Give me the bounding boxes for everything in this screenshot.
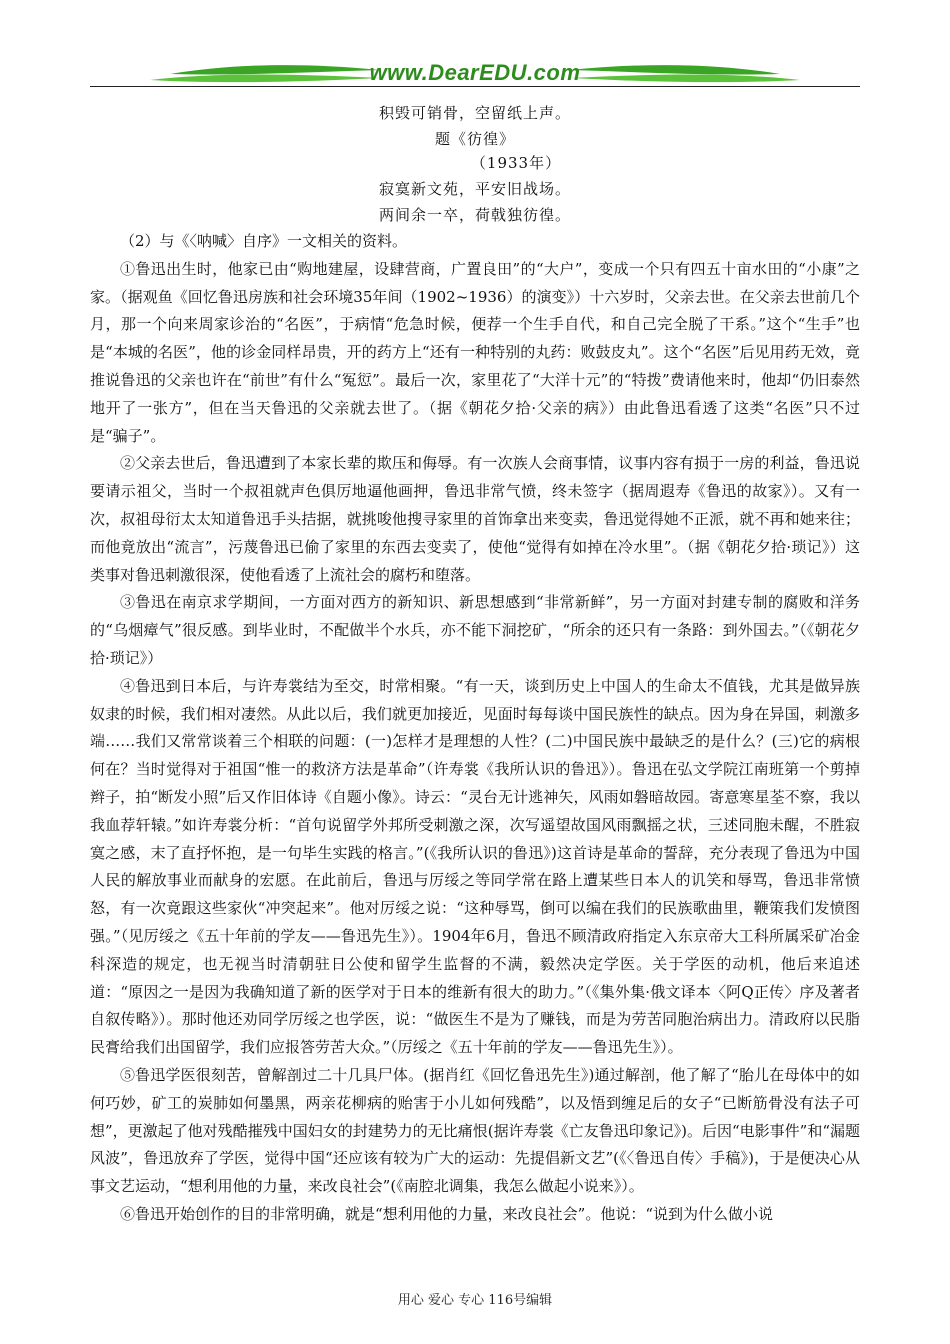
poem-line: 积毁可销骨，空留纸上声。 bbox=[378, 104, 571, 122]
paragraph-4: ④鲁迅到日本后，与许寿裳结为至交，时常相聚。“有一天，谈到历史上中国人的生命太不值钱，尤其是做异族奴隶的时候，我们相对凄然。从此以后，我们就更加接近，见面时每每谈中国民族性的缺点。因为身在异国，刺激多端……我们又常常谈着三个相联的问题：(一)怎样才是理想的人性？(二)中国民族中最缺乏的是什么？(三)它的病根何在？当时觉得对于祖国“惟一的救济方法是革命”（许寿裳《我所认识的鲁迅》）。鲁迅在弘文学院江南班第一个剪掉辫子，拍“断发小照”后又作旧体诗《自题小像》。诗云：“灵台无计逃神矢，风雨如磐暗故园。寄意寒星荃不察，我以我血荐轩辕。”如许寿裳分析：“首句说留学外邦所受刺激之深，次写遥望故国风雨飘摇之状，三述同胞未醒，不胜寂寞之感，末了直抒怀抱，是一句毕生实践的格言。”(《我所认识的鲁迅》)这首诗是革命的誓辞，充分表现了鲁迅为中国人民的解放事业而献身的宏愿。在此前后，鲁迅与厉绥之等同学常在路上遭某些日本人的讥笑和辱骂，鲁迅非常愤怒，有一次竟跟这些家伙“冲突起来”。他对厉绥之说：“这种辱骂，倒可以编在我们的民族歌曲里，鞭策我们发愤图强。”（见厉绥之《五十年前的学友——鲁迅先生》）。1904年6月，鲁迅不顾清政府指定入东京帝大工科所属采矿冶金科深造的规定，也无视当时清朝驻日公使和留学生监督的不满，毅然决定学医。关于学医的动机，他后来追述道：“原因之一是因为我确知道了新的医学对于日本的维新有很大的助力。”（《集外集·俄文译本〈阿Q正传〉序及著者自叙传略》）。那时他还劝同学厉绥之也学医，说：“做医生不是为了赚钱，而是为劳苦同胞治病出力。清政府以民脂民膏给我们出国留学，我们应报答劳苦大众。”（厉绥之《五十年前的学友——鲁迅先生》）。 bbox=[90, 676, 860, 1057]
poem-line: 两间余一卒，荷戟独彷徨。 bbox=[378, 206, 571, 224]
header-divider bbox=[90, 86, 860, 87]
paragraph-6: ⑥鲁迅开始创作的目的非常明确，就是“想利用他的力量，来改良社会”。他说：“说到为什么做小说 bbox=[120, 1204, 774, 1223]
paragraph-3: ③鲁迅在南京求学期间，一方面对西方的新知识、新思想感到“非常新鲜”，另一方面对封建专制的腐败和洋务的“乌烟瘴气”很反感。到毕业时，不配做半个水兵，亦不能下洞挖矿，“所余的还只有一条路：到外国去。”（《朝花夕拾·琐记》） bbox=[90, 593, 860, 667]
paragraph-1: ①鲁迅出生时，他家已由“购地建屋，设肆营商，广置良田”的“大户”，变成一个只有四五十亩水田的“小康”之家。（据观鱼《回忆鲁迅房族和社会环境35年间（1902~1936）的演变》）十六岁时，父亲去世。在父亲去世前几个月，那一个向来周家诊治的“名医”，于病情“危急时候，便荐一个生手自代，和自己完全脱了干系。”这个“生手”也是“本城的名医”，他的诊金同样昂贵，开的药方上“还有一种特别的丸药：败鼓皮丸”。这个“名医”后见用药无效，竟推说鲁迅的父亲也许在“前世”有什么“冤愆”。最后一次，家里花了“大洋十元”的“特拨”费请他来时，他却“仍旧泰然地开了一张方”，但在当天鲁迅的父亲就去世了。（据《朝花夕拾·父亲的病》）由此鲁迅看透了这类“名医”只不过是“骗子”。 bbox=[90, 259, 860, 445]
poem-date: （1933年） bbox=[470, 154, 562, 172]
section-heading: （2）与《〈呐喊〉自序》一文相关的资料。 bbox=[120, 232, 408, 250]
paragraph-2: ②父亲去世后，鲁迅遭到了本家长辈的欺压和侮辱。有一次族人会商事情，议事内容有损于一房的利益，鲁迅说要请示祖父，当时一个叔祖就声色俱厉地逼他画押，鲁迅非常气愤，终未签字（据周遐寿《鲁迅的故家》）。又有一次，叔祖母衍太太知道鲁迅手头拮据，就挑唆他搜寻家里的首饰拿出来变卖，鲁迅觉得她不正派，就不再和她来往；而他竟放出“流言”，污蔑鲁迅已偷了家里的东西去变卖了，使他“觉得有如掉在冷水里”。（据《朝花夕拾·琐记》）这类事对鲁迅刺激很深，使他看透了上流社会的腐朽和堕落。 bbox=[90, 454, 860, 584]
article-body bbox=[90, 228, 860, 1229]
paragraph-5: ⑤鲁迅学医很刻苦，曾解剖过二十几具尸体。(据肖红《回忆鲁迅先生》)通过解剖，他了解了“胎儿在母体中的如何巧妙，矿工的炭肺如何墨黑，两亲花柳病的贻害于小儿如何残酷”，以及悟到缠足后的女子“已断筋骨没有法子可想”，更激起了他对残酷摧残中国妇女的封建势力的无比痛恨(据许寿裳《亡友鲁迅印象记》)。后因“电影事件”和“漏题风波”，鲁迅放弃了学医，觉得中国“还应该有较为广大的运动：先提倡新文艺”(《〈鲁迅自传〉手稿》)，于是便决心从事文艺运动，“想利用他的力量，来改良社会”(《南腔北调集，我怎么做起小说来》）。 bbox=[90, 1065, 860, 1196]
poem-title: 题《彷徨》 bbox=[434, 130, 515, 148]
site-logo[interactable]: www.DearEDU.com bbox=[369, 60, 581, 85]
page-footer: 用心 爱心 专心 116号编辑 bbox=[397, 1293, 553, 1308]
poem-line: 寂寞新文苑，平安旧战场。 bbox=[378, 180, 571, 198]
